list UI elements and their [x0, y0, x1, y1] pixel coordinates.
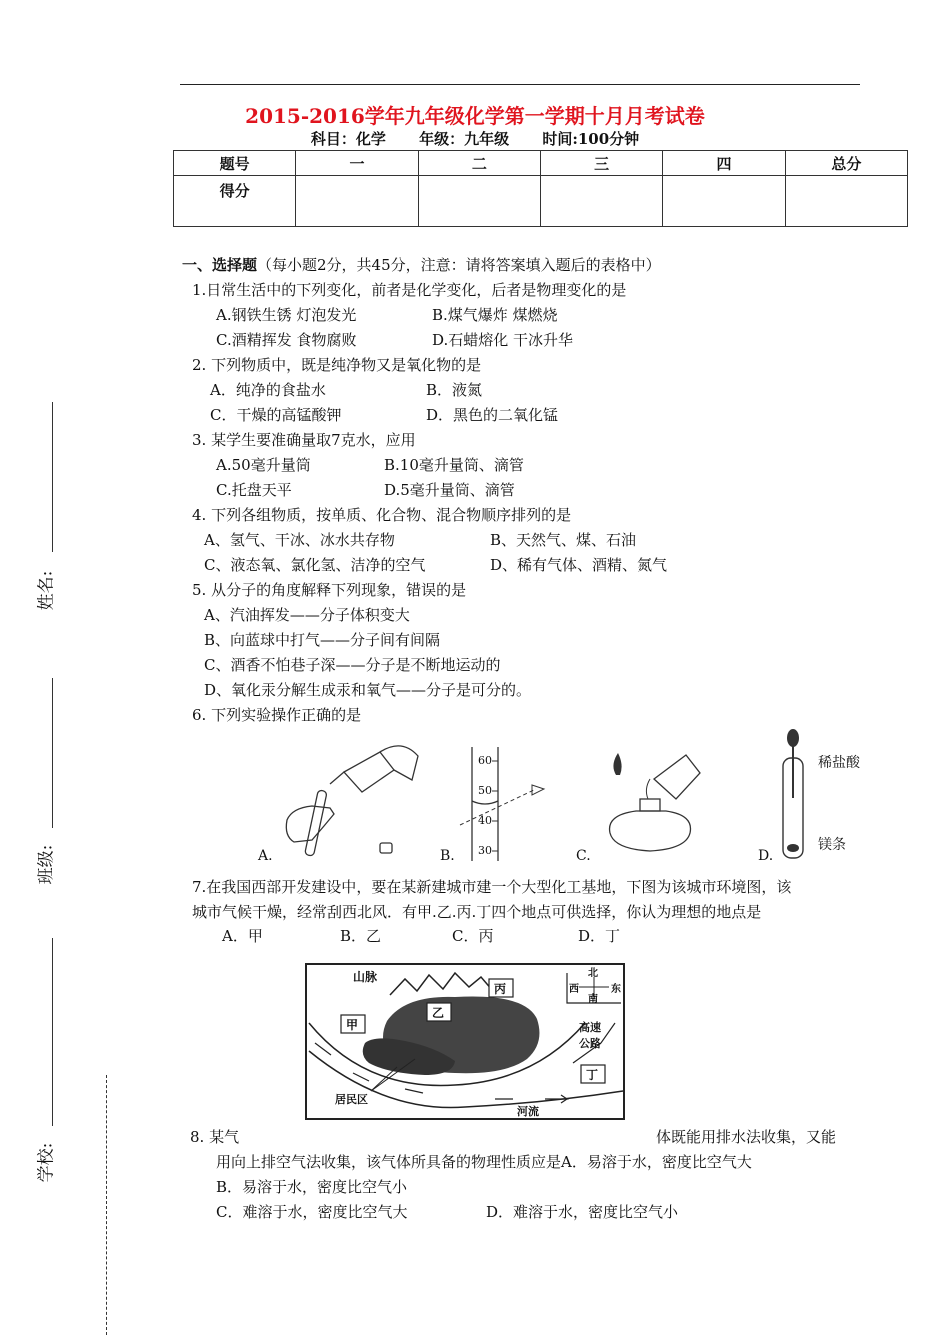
score-col-total: 总分 — [785, 151, 907, 176]
score-cell[interactable] — [785, 176, 907, 227]
q7-stem-line1: 7.在我国西部开发建设中，要在某新建城市建一个大型化工基地，下图为该城市环境图，该 — [192, 878, 792, 896]
q6-figure-d — [775, 728, 815, 863]
q8-option-b[interactable]: B．易溶于水，密度比空气小 — [216, 1178, 408, 1196]
name-label: 姓名: — [36, 570, 57, 611]
score-cell[interactable] — [540, 176, 662, 227]
exam-title: 2015-2016学年九年级化学第一学期十月月考试卷 — [245, 104, 705, 128]
q1-option-d[interactable]: D.石蜡熔化 干冰升华 — [432, 331, 574, 349]
q5-option-b[interactable]: B、向蓝球中打气——分子间有间隔 — [204, 631, 441, 649]
school-line — [52, 938, 53, 1126]
map-highway-label-2: 公路 — [579, 1037, 601, 1050]
q8-option-c[interactable]: C．难溶于水，密度比空气大 — [216, 1203, 408, 1221]
name-line — [52, 402, 53, 552]
q3-option-a[interactable]: A.50毫升量筒 — [216, 456, 311, 474]
map-compass-north: 北 — [588, 968, 598, 979]
score-table-row — [174, 176, 908, 227]
q3-stem: 3. 某学生要准确量取7克水，应用 — [192, 431, 416, 449]
q4-option-a[interactable]: A、氢气、干冰、冰水共存物 — [204, 531, 395, 549]
q3-option-b[interactable]: B.10毫升量筒、滴管 — [384, 456, 524, 474]
q6-scale-60: 60 — [478, 754, 492, 767]
map-site-bing: 丙 — [494, 982, 507, 996]
q2-stem: 2. 下列物质中，既是纯净物又是氧化物的是 — [192, 356, 482, 374]
q5-option-c[interactable]: C、酒香不怕巷子深——分子是不断地运动的 — [204, 656, 501, 674]
score-cell[interactable] — [296, 176, 418, 227]
q6-figure-a — [272, 740, 422, 865]
section1-note: （每小题2分，共45分，注意：请将答案填入题后的表格中） — [257, 256, 661, 274]
section1-title: 一、选择题 — [182, 256, 258, 274]
q4-option-b[interactable]: B、天然气、煤、石油 — [490, 531, 637, 549]
section1-heading — [182, 254, 661, 275]
score-cell[interactable] — [418, 176, 540, 227]
map-site-ding: 丁 — [586, 1068, 599, 1082]
score-col-3: 三 — [540, 151, 662, 176]
q1-option-a[interactable]: A.钢铁生锈 灯泡发光 — [216, 306, 357, 324]
q2-option-a[interactable]: A．纯净的食盐水 — [210, 381, 326, 399]
map-site-jia: 甲 — [346, 1018, 359, 1032]
score-cell[interactable] — [663, 176, 785, 227]
map-mountain-label: 山脉 — [353, 970, 378, 984]
q5-option-d[interactable]: D、氧化汞分解生成汞和氧气——分子是可分的。 — [204, 681, 532, 699]
q6-scale-30: 30 — [478, 844, 492, 857]
q6-figure-b — [452, 745, 552, 863]
map-residential-label: 居民区 — [335, 1093, 368, 1106]
q7-option-c[interactable]: C．丙 — [452, 927, 494, 945]
class-label: 班级: — [36, 844, 57, 885]
map-river-label: 河流 — [517, 1105, 539, 1118]
score-table-header-row — [174, 151, 908, 176]
binding-dashed-line — [106, 1075, 107, 1335]
class-line — [52, 678, 53, 828]
q2-option-d[interactable]: D．黑色的二氧化锰 — [426, 406, 559, 424]
q6-label-b: B. — [440, 848, 455, 864]
score-col-4: 四 — [663, 151, 785, 176]
q5-stem: 5. 从分子的角度解释下列现象，错误的是 — [192, 581, 467, 599]
q8-option-d[interactable]: D．难溶于水，密度比空气小 — [486, 1203, 679, 1221]
exam-subtitle — [0, 128, 950, 149]
q6-magnesium-label: 镁条 — [818, 837, 846, 853]
map-site-yi: 乙 — [432, 1006, 445, 1020]
q6-figure-c — [596, 745, 711, 860]
q4-option-d[interactable]: D、稀有气体、酒精、氮气 — [490, 556, 668, 574]
q3-option-d[interactable]: D.5毫升量筒、滴管 — [384, 481, 515, 499]
q7-city-map — [305, 963, 625, 1120]
q6-label-d: D. — [758, 848, 774, 864]
q1-stem: 1.日常生活中的下列变化，前者是化学变化，后者是物理变化的是 — [192, 281, 627, 299]
score-table — [173, 150, 908, 227]
map-compass-west: 西 — [569, 984, 579, 995]
grade-label: 年级：九年级 — [419, 130, 510, 148]
score-row-label: 得分 — [174, 176, 296, 227]
q6-label-c: C. — [576, 848, 591, 864]
score-col-1: 一 — [296, 151, 418, 176]
q7-option-d[interactable]: D．丁 — [578, 927, 621, 945]
map-compass-east: 东 — [611, 984, 621, 995]
q4-stem: 4. 下列各组物质，按单质、化合物、混合物顺序排列的是 — [192, 506, 572, 524]
subject-label: 科目：化学 — [310, 130, 386, 148]
q4-option-c[interactable]: C、液态氧、氯化氢、洁净的空气 — [204, 556, 426, 574]
top-rule — [180, 84, 860, 85]
q6-scale-40: 40 — [478, 814, 492, 827]
score-col-2: 二 — [418, 151, 540, 176]
map-compass-south: 南 — [588, 994, 598, 1005]
score-col-number: 题号 — [174, 151, 296, 176]
q1-option-c[interactable]: C.酒精挥发 食物腐败 — [216, 331, 357, 349]
q1-option-b[interactable]: B.煤气爆炸 煤燃烧 — [432, 306, 558, 324]
q2-option-c[interactable]: C．干燥的高锰酸钾 — [210, 406, 342, 424]
map-highway-label-1: 高速 — [579, 1021, 601, 1034]
q5-option-a[interactable]: A、汽油挥发——分子体积变大 — [204, 606, 410, 624]
q8-stem-line2: 用向上排空气法收集，该气体所具备的物理性质应是A．易溶于水，密度比空气大 — [216, 1153, 752, 1171]
q6-stem: 6. 下列实验操作正确的是 — [192, 706, 362, 724]
time-label: 时间:100分钟 — [542, 130, 640, 148]
q6-acid-label: 稀盐酸 — [818, 755, 860, 771]
school-label: 学校: — [36, 1142, 57, 1183]
q6-scale-50: 50 — [478, 784, 492, 797]
q2-option-b[interactable]: B．液氮 — [426, 381, 483, 399]
q7-option-b[interactable]: B．乙 — [340, 927, 382, 945]
q7-option-a[interactable]: A．甲 — [222, 927, 263, 945]
q7-stem-line2: 城市气候干燥，经常刮西北风．有甲.乙.丙.丁四个地点可供选择，你认为理想的地点是 — [192, 903, 762, 921]
q3-option-c[interactable]: C.托盘天平 — [216, 481, 292, 499]
q8-stem-part1: 8. 某气 — [190, 1128, 240, 1146]
q8-stem-part2: 体既能用排水法收集，又能 — [656, 1128, 837, 1146]
q6-label-a: A. — [258, 848, 273, 864]
